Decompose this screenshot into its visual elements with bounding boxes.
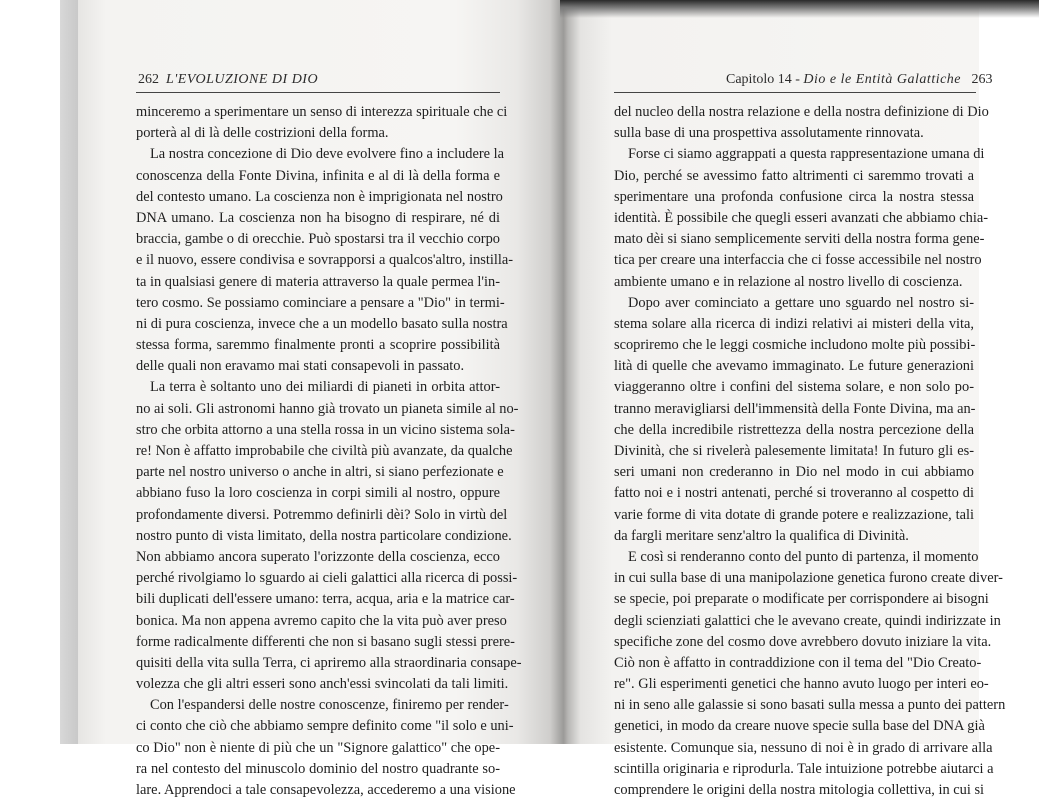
- text-line: degli scienziati galattici che le avevano create, quindi indirizzate in: [614, 612, 1001, 629]
- chapter-title: Dio e le Entità Galattiche: [803, 72, 962, 87]
- text-line: ra nel contesto del minuscolo dominio del nostro quadrante so-: [136, 760, 500, 777]
- text-line: Ciò non è affatto in contraddizione con il tema del "Dio Creato-: [614, 654, 982, 671]
- text-line: stro che orbita attorno a una stella rossa in un vicino sistema sola-: [136, 421, 515, 438]
- text-line: quisiti della vita sulla Terra, ci apriremo alla straordinaria consape-: [136, 654, 522, 671]
- text-line: mato dèi si siano semplicemente serviti della nostra forma gene-: [614, 231, 985, 248]
- text-line: Con l'espandersi delle nostre conoscenze, finiremo per render-: [150, 697, 509, 714]
- book-gutter: [550, 0, 580, 744]
- text-line: specifiche zone del cosmo dove avrebbero dovuto iniziare la vita.: [614, 633, 992, 650]
- text-line: comprendere le origini della nostra mitologia collettiva, in cui si: [614, 782, 985, 798]
- text-line: lare. Apprendoci a tale consapevolezza, accederemo a una visione: [136, 782, 516, 798]
- text-line: ambiente umano e in relazione al nostro livello di coscienza.: [614, 273, 963, 290]
- right-page-number: 263: [971, 72, 993, 87]
- text-line: esistente. Comunque sia, nessuno di noi è in grado di arrivare alla: [614, 739, 993, 756]
- right-running-header: [726, 72, 993, 88]
- left-body-text: [136, 102, 522, 801]
- text-line: no ai soli. Gli astronomi hanno già trovato un pianeta simile al no-: [136, 400, 519, 417]
- left-running-header: [138, 72, 318, 88]
- book-title: L'EVOLUZIONE DI DIO: [166, 72, 319, 87]
- scan-shadow: [560, 0, 1039, 18]
- text-line: nostro punto di vista limitato, della nostra particolare condizione.: [136, 527, 512, 544]
- text-line: braccia, gambe o di orecchie. Può spostarsi tra il vecchio corpo: [136, 231, 500, 248]
- text-line: ci conto che ciò che abbiamo sempre definito come "il solo e uni-: [136, 718, 514, 735]
- text-line: sperimentare una profonda confusione circa la nostra stessa: [614, 188, 974, 205]
- text-line: porterà al di là delle costrizioni della forma.: [136, 125, 389, 142]
- text-line: bonica. Ma non appena avremo capito che la vita può aver preso: [136, 612, 507, 629]
- chapter-label: Capitolo 14 -: [726, 72, 804, 87]
- right-body-text: [614, 102, 1006, 801]
- text-line: seri umani non crederanno in Dio nel modo in cui abbiamo: [614, 464, 974, 481]
- text-line: minceremo a sperimentare un senso di interezza spirituale che ci: [136, 104, 508, 120]
- text-line: La terra è soltanto uno dei miliardi di pianeti in orbita attor-: [150, 379, 500, 396]
- text-line: ni di pura coscienza, invece che a un modello basato sulla nostra: [136, 315, 508, 332]
- text-line: in cui sulla base di una manipolazione genetica furono create diver-: [614, 570, 1003, 587]
- left-page-number: 262: [138, 72, 159, 87]
- text-line: E così si renderanno conto del punto di partenza, il momento: [628, 548, 979, 565]
- text-line: viaggeranno oltre i confini del sistema solare, e non solo po-: [614, 379, 974, 396]
- text-line: tranno meravigliarsi dell'immensità della Fonte Divina, ma an-: [614, 400, 976, 417]
- text-line: se specie, poi preparate o modificate per corrispondere ai bisogni: [614, 591, 989, 608]
- text-line: abbiano fuso la loro coscienza in corpi simili al nostro, oppure: [136, 485, 500, 502]
- text-line: DNA umano. La coscienza non ha bisogno di respirare, né di: [136, 209, 500, 226]
- text-line: ni in seno alle galassie si sono basati sulla messa a punto dei pattern: [614, 697, 1006, 714]
- left-header-rule: [136, 92, 500, 93]
- text-line: volezza che gli altri esseri sono anch'essi svincolati da tali limiti.: [136, 676, 509, 693]
- text-line: scintilla originaria e riprodurla. Tale intuizione potrebbe aiutarci a: [614, 760, 994, 777]
- text-line: ta in qualsiasi genere di materia attraverso la quale permea l'in-: [136, 273, 500, 290]
- text-line: stema solare alla ricerca di indizi relativi ai misteri della vita,: [614, 315, 974, 332]
- text-line: Dopo aver cominciato a gettare uno sguardo nel nostro si-: [628, 294, 974, 311]
- text-line: parte nel nostro universo o anche in altri, si siano perfezionate e: [136, 464, 504, 481]
- text-line: tica per creare una interfaccia che ci fosse accessibile nel nostro: [614, 252, 982, 269]
- text-line: bili duplicati dell'essere umano: terra, acqua, aria e la matrice car-: [136, 591, 515, 608]
- text-line: scopriremo che le leggi cosmiche includono molte più possibi-: [614, 337, 976, 354]
- text-line: stessa forma, saremmo finalmente pronti a scoprire possibilità: [136, 337, 500, 354]
- text-line: delle quali non eravamo mai stati consapevoli in passato.: [136, 358, 465, 375]
- text-line: re". Gli esperimenti genetici che hanno avuto luogo per interi eo-: [614, 676, 989, 693]
- text-line: lità di quelle che avevamo immaginato. Le future generazioni: [614, 358, 974, 375]
- text-line: da fargli meritare senz'altro la qualifica di Divinità.: [614, 527, 909, 544]
- text-line: e il nuovo, essere condivisa e sovrapporsi a qualcos'altro, instilla-: [136, 252, 514, 269]
- text-line: sulla base di una prospettiva assolutamente rinnovata.: [614, 125, 924, 142]
- text-line: Dio, perché se avessimo fatto altrimenti ci saremmo trovati a: [614, 167, 974, 184]
- text-line: del nucleo della nostra relazione e della nostra definizione di Dio: [614, 104, 989, 120]
- text-line: Forse ci siamo aggrappati a questa rappresentazione umana di: [628, 146, 985, 163]
- text-line: co Dio" non è niente di più che un "Signore galattico" che ope-: [136, 739, 500, 756]
- text-line: La nostra concezione di Dio deve evolvere fino a includere la: [150, 146, 505, 163]
- text-line: tero cosmo. Se possiamo cominciare a pensare a "Dio" in termi-: [136, 294, 505, 311]
- text-line: genetici, in modo da creare nuove specie sulla base del DNA già: [614, 718, 985, 735]
- text-line: Divinità, che si rivelerà palesemente limitata! In futuro gli es-: [614, 443, 974, 459]
- text-line: che della incredibile ristrettezza della nostra percezione della: [614, 421, 974, 438]
- text-line: varie forme di vita dotate di grande potere e realizzazione, tali: [614, 506, 974, 523]
- text-line: re! Non è affatto improbabile che civiltà più avanzate, da qualche: [136, 443, 513, 459]
- text-line: forme radicalmente differenti che non si basano sugli stessi prere-: [136, 633, 515, 650]
- text-line: profondamente diversi. Potremmo definirli dèi? Solo in virtù del: [136, 506, 508, 523]
- text-line: Non abbiamo ancora superato l'orizzonte della coscienza, ecco: [136, 548, 500, 565]
- right-header-rule: [614, 92, 976, 93]
- text-line: identità. È possibile che quegli esseri avanzati che abbiamo chia-: [614, 209, 989, 226]
- text-line: conoscenza della Fonte Divina, infinita e al di là della forma e: [136, 167, 500, 184]
- text-line: fatto noi e i nostri antenati, perché si troveranno al cospetto di: [614, 485, 974, 502]
- text-line: perché rivolgiamo lo sguardo ai cieli galattici alla ricerca di possi-: [136, 570, 518, 587]
- text-line: del contesto umano. La coscienza non è imprigionata nel nostro: [136, 188, 503, 205]
